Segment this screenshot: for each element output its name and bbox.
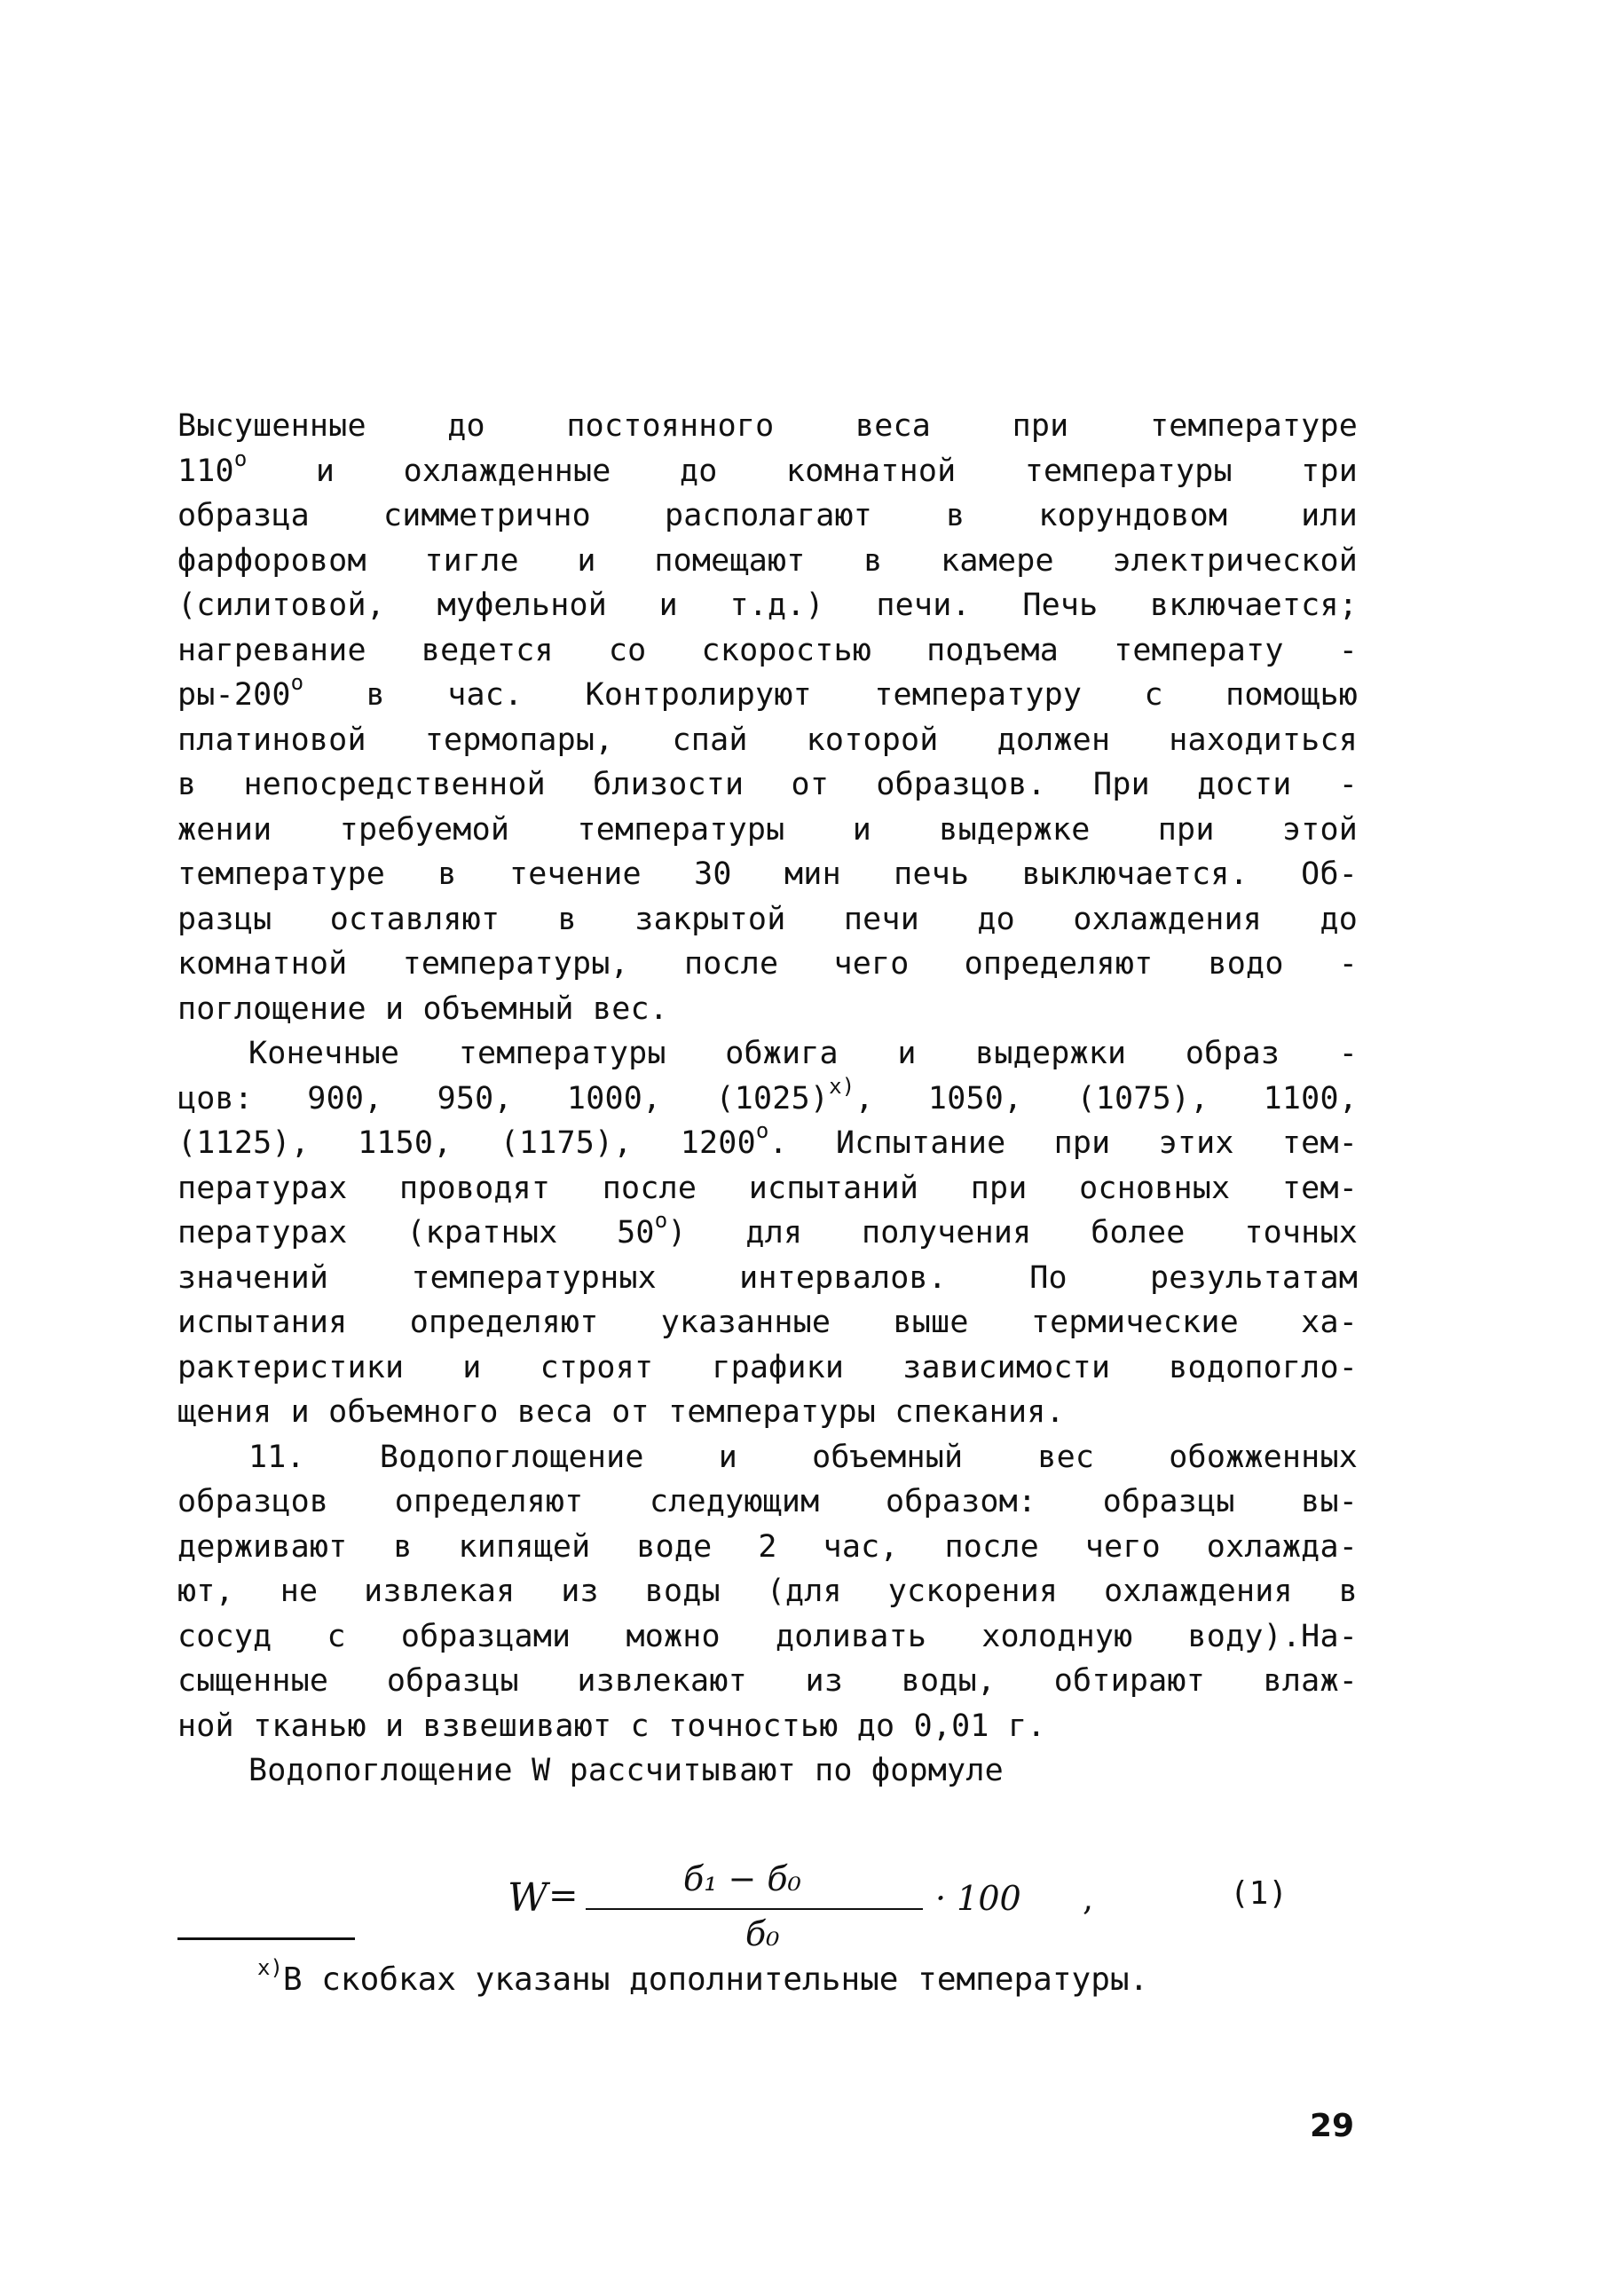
text-line: образцов определяют следующим образом: образцы вы- [177,1484,1358,1519]
text-line: испытания определяют указанные выше термические ха- [177,1305,1358,1340]
formula-multiplier: · 100 [935,1879,1021,1918]
footnote-text: В скобках указаны дополнительные температуры. [282,1961,1149,1998]
formula-lhs: W [508,1875,548,1921]
text-line: поглощение и объемный вес. [177,990,669,1027]
text-line: температуре в течение 30 мин печь выключается. Об- [177,856,1358,892]
text-line: $ры-200^о$ в час. Контролируют температуру с помощью [177,670,1358,713]
text-line: жении требуемой температуры и выдержке при этой [177,811,1358,848]
body-text [177,404,1358,1794]
formula-comma: , [1083,1879,1094,1918]
fraction-bar [586,1908,923,1910]
text-line: (1125), 1150, (1175), $1200^о$. Испытание при этих тем- [177,1118,1358,1161]
text-line: цов: 900, 950, 1000, $(1025)^{х)}$, 1050, (1075), 1100, [177,1073,1358,1116]
text-line: Водопоглощение W рассчитывают по формуле [248,1753,1004,1788]
text-line: ной тканью и взвешивают с точностью до 0,01 г. [177,1708,1046,1744]
text-line: значений температурных интервалов. По результатам [177,1259,1358,1296]
formula-numerator: б₁ − б₀ [683,1859,801,1898]
text-line: (силитовой, муфельной и т.д.) печи. Печь включается; [177,588,1358,623]
text-line: щения и объемного веса от температуры спекания. [177,1394,1065,1430]
text-line: нагревание ведется со скоростью подъема температу - [177,632,1358,668]
water-absorption-formula [497,1859,1384,1957]
equation-number: (1) [1230,1875,1288,1912]
text-line: образца симметрично располагают в корундовом или [177,498,1358,533]
text-line: комнатной температуры, после чего определяют водо - [177,946,1358,982]
text-line: Конечные температуры обжига и выдержки образ - [248,1036,1358,1071]
footnote-marker: х) [257,1955,283,1980]
text-line: держивают в кипящей воде 2 час, после чего охлажда- [177,1528,1358,1565]
formula-denominator: б₀ [745,1914,780,1953]
text-line: $110^о$ и охлажденные до комнатной температуры три [177,446,1358,489]
text-line: пературах проводят после испытаний при основных тем- [177,1170,1358,1206]
formula-equals: = [548,1875,579,1916]
text-line: сосуд с образцами можно доливать холодную воду).На- [177,1618,1358,1654]
text-line: 11. Водопоглощение и объемный вес обожженных [248,1439,1358,1475]
text-line: рактеристики и строят графики зависимости водопогло- [177,1349,1358,1385]
text-line: платиновой термопары, спай которой должен находиться [177,722,1358,758]
text-line: пературах (кратных $50^о$) для получения более точных [177,1208,1358,1251]
footnote-rule [177,1937,355,1940]
text-line: ют, не извлекая из воды (для ускорения охлаждения в [177,1574,1358,1609]
footnote [257,1955,1149,1998]
text-line: Высушенные до постоянного веса при температуре [177,408,1358,444]
text-line: в непосредственной близости от образцов. При дости - [177,767,1358,802]
text-line: сыщенные образцы извлекают из воды, обтирают влаж- [177,1663,1358,1699]
page-number: 29 [1310,2108,1355,2144]
text-line: фарфоровом тигле и помещают в камере электрической [177,542,1358,579]
text-line: разцы оставляют в закрытой печи до охлаждения до [177,901,1358,937]
